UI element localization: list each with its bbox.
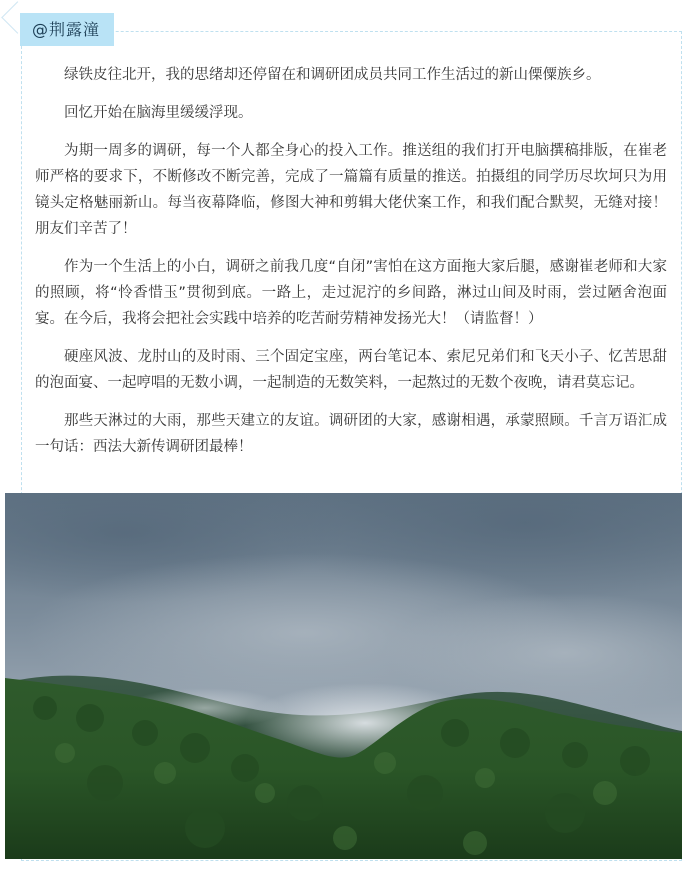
paragraph: 为期一周多的调研，每一个人都全身心的投入工作。推送组的我们打开电脑撰稿排版，在崔老师严格的要求下，不断修改不断完善，完成了一篇篇有质量的推送。拍摄组的同学历尽坎坷只为用镜头定格魅丽新山。每当夜幕降临，修图大神和剪辑大佬伏案工作，和我们配合默契，无缝对接！朋友们辛苦了！ (35, 143, 667, 237)
article-body (35, 62, 667, 472)
paragraph: 作为一个生活上的小白，调研之前我几度“自闭”害怕在这方面拖大家后腿，感谢崔老师和大家的照顾，将“怜香惜玉”贯彻到底。一路上，走过泥泞的乡间路，淋过山间及时雨，尝过陋舍泡面宴。在今后，我将会把社会实践中培养的吃苦耐劳精神发扬光大！（请监督！） (35, 259, 667, 327)
author-tag (20, 13, 114, 46)
paragraph: 那些天淋过的大雨，那些天建立的友谊。调研团的大家，感谢相遇，承蒙照顾。千言万语汇成一句话：西法大新传调研团最棒！ (35, 413, 667, 455)
paragraph: 硬座风波、龙肘山的及时雨、三个固定宝座，两台笔记本、索尼兄弟们和飞天小子、忆苦思甜的泡面宴、一起哼唱的无数小调，一起制造的无数笑料，一起熬过的无数个夜晚，请君莫忘记。 (35, 349, 667, 391)
paragraph: 回忆开始在脑海里缓缓浮现。 (64, 105, 253, 121)
paragraph: 绿铁皮往北开，我的思绪却还停留在和调研团成员共同工作生活过的新山傈僳族乡。 (64, 67, 601, 83)
at-symbol: @ (32, 20, 49, 39)
author-name: 荆露潼 (49, 20, 101, 39)
misty-mountain-photo (5, 493, 682, 859)
